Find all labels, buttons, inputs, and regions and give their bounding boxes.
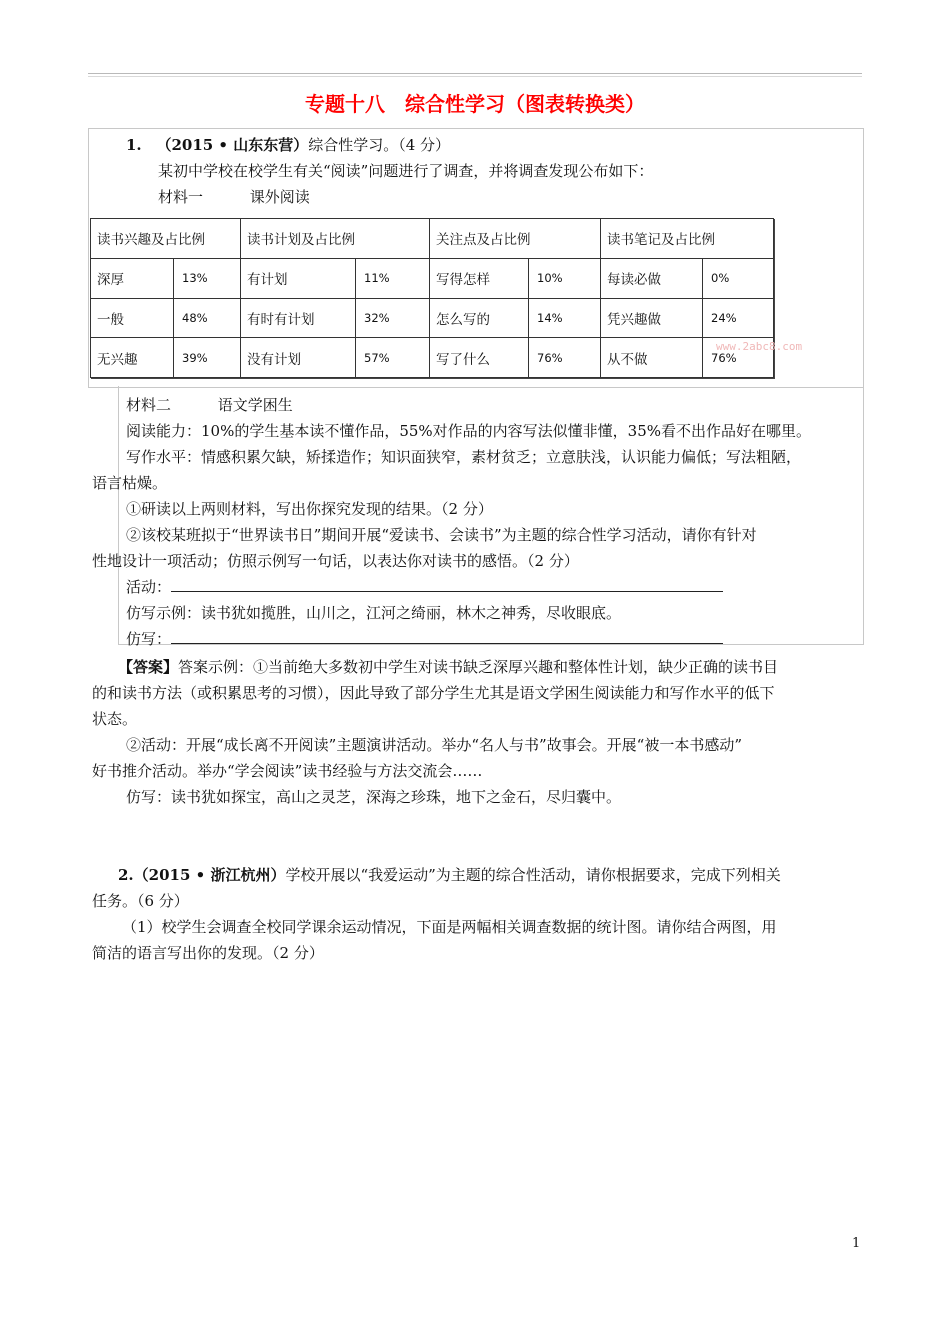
question-source: （2015 • 山东东营） bbox=[156, 136, 309, 154]
table-cell: 每读必做 bbox=[601, 258, 703, 298]
watermark: www.2abc8.com bbox=[716, 340, 803, 353]
question-2-source: 2.（2015 • 浙江杭州） bbox=[118, 866, 286, 884]
table-cell-percent: 57% bbox=[356, 338, 430, 378]
task-1-text: ①研读以上两则材料，写出你探究发现的结果。（2 分） bbox=[126, 500, 493, 518]
activity-label: 活动： bbox=[126, 578, 172, 596]
answer-tag: 【答案】 bbox=[118, 658, 179, 676]
table-cell: 无兴趣 bbox=[91, 338, 174, 378]
task-2-text: ②该校某班拟于“世界读书日”期间开展“爱读书、会读书”为主题的综合性学习活动，请你有针对 bbox=[126, 526, 757, 544]
question-number: 1. bbox=[126, 136, 142, 154]
table-header-cell: 读书兴趣及占比例 bbox=[91, 219, 241, 259]
answer-text: 答案示例：①当前绝大多数初中学生对读书缺乏深厚兴趣和整体性计划，缺少正确的读书目 bbox=[178, 658, 779, 676]
table-cell: 深厚 bbox=[91, 258, 174, 298]
table-cell-percent: 39% bbox=[174, 338, 241, 378]
answer-line-5: 好书推介活动。举办“学会阅读”读书经验与方法交流会…… bbox=[92, 762, 483, 780]
reading-survey-table bbox=[90, 218, 774, 378]
question-2-subtask-1: （1）校学生会调查全校同学课余运动情况，下面是两幅相关调查数据的统计图。请你结合两图，用 bbox=[122, 918, 777, 936]
table-header-cell: 关注点及占比例 bbox=[430, 219, 601, 259]
reading-ability-text: 阅读能力：10%的学生基本读不懂作品，55%对作品的内容写法似懂非懂，35%看不出作品好在哪里。 bbox=[126, 422, 812, 440]
answer-line-3: 状态。 bbox=[92, 710, 138, 728]
question-2-heading-cont: 任务。（6 分） bbox=[92, 892, 189, 910]
answer-line-4: ②活动：开展“成长离不开阅读”主题演讲活动。举办“名人与书”故事会。开展“被一本书感动” bbox=[126, 736, 743, 754]
table-cell-percent: 32% bbox=[356, 298, 430, 338]
table-header-cell: 读书笔记及占比例 bbox=[601, 219, 774, 259]
material-1-title: 课外阅读 bbox=[249, 188, 310, 206]
table-cell-percent: 10% bbox=[529, 258, 601, 298]
table-cell: 没有计划 bbox=[241, 338, 356, 378]
answer-line-2: 的和读书方法（或积累思考的习惯），因此导致了部分学生尤其是语文学困生阅读能力和写作水平的低下 bbox=[92, 684, 775, 702]
page-number: 1 bbox=[852, 1236, 861, 1251]
task-2-text-cont: 性地设计一项活动；仿照示例写一句话，以表达你对读书的感悟。（2 分） bbox=[92, 552, 579, 570]
table-cell: 一般 bbox=[91, 298, 174, 338]
table-cell-percent: 11% bbox=[356, 258, 430, 298]
activity-line bbox=[126, 576, 723, 597]
table-cell-percent: 24% bbox=[703, 298, 774, 338]
table-cell: 从不做 bbox=[601, 338, 703, 378]
imitation-answer-blank[interactable] bbox=[171, 629, 723, 644]
imitation-line bbox=[126, 628, 723, 649]
question-heading-rest: 综合性学习。（4 分） bbox=[308, 136, 451, 154]
header-rule bbox=[88, 73, 862, 77]
table-cell: 怎么写的 bbox=[430, 298, 529, 338]
question-2-subtask-1-cont: 简洁的语言写出你的发现。（2 分） bbox=[92, 944, 324, 962]
answer-line-6: 仿写：读书犹如探宝，高山之灵芝，深海之珍珠，地下之金石，尽归囊中。 bbox=[126, 788, 622, 806]
material-1-heading bbox=[158, 186, 310, 207]
table-cell-percent: 13% bbox=[174, 258, 241, 298]
answer-line-1 bbox=[118, 656, 778, 677]
table-cell-percent: 48% bbox=[174, 298, 241, 338]
material-2-title: 语文学困生 bbox=[217, 396, 293, 414]
table-row bbox=[91, 298, 774, 338]
imitation-example: 仿写示例：读书犹如揽胜，山川之，江河之绮丽，林木之神秀，尽收眼底。 bbox=[126, 604, 622, 622]
table-row bbox=[91, 338, 774, 378]
writing-level-text: 写作水平：情感积累欠缺，矫揉造作；知识面狭窄，素材贫乏；立意肤浅，认识能力偏低；写法粗陋， bbox=[126, 448, 802, 466]
table-header-cell: 读书计划及占比例 bbox=[241, 219, 430, 259]
table-cell-percent: 76% bbox=[529, 338, 601, 378]
material-2-heading bbox=[126, 394, 293, 415]
material-2-label: 材料二 bbox=[126, 396, 172, 414]
table-cell: 有时有计划 bbox=[241, 298, 356, 338]
table-cell: 写得怎样 bbox=[430, 258, 529, 298]
activity-answer-blank[interactable] bbox=[171, 577, 723, 592]
question-2-heading-rest: 学校开展以“我爱运动”为主题的综合性活动，请你根据要求，完成下列相关 bbox=[285, 866, 781, 884]
table-cell-percent: 0% bbox=[703, 258, 774, 298]
table-cell: 有计划 bbox=[241, 258, 356, 298]
table-cell: 写了什么 bbox=[430, 338, 529, 378]
survey-intro: 某初中学校在校学生有关“阅读”问题进行了调查，并将调查发现公布如下： bbox=[158, 162, 654, 180]
table-cell-percent: 76% bbox=[703, 338, 774, 378]
table-cell: 凭兴趣做 bbox=[601, 298, 703, 338]
table-row bbox=[91, 258, 774, 298]
question-1-heading bbox=[126, 134, 450, 155]
writing-level-text-cont: 语言枯燥。 bbox=[92, 474, 168, 492]
question-2-heading bbox=[118, 864, 781, 885]
material-1-label: 材料一 bbox=[158, 188, 204, 206]
table-cell-percent: 14% bbox=[529, 298, 601, 338]
page-title: 专题十八 综合性学习（图表转换类） bbox=[305, 92, 645, 116]
imitation-label: 仿写： bbox=[126, 630, 172, 648]
table-header-row bbox=[91, 219, 774, 259]
